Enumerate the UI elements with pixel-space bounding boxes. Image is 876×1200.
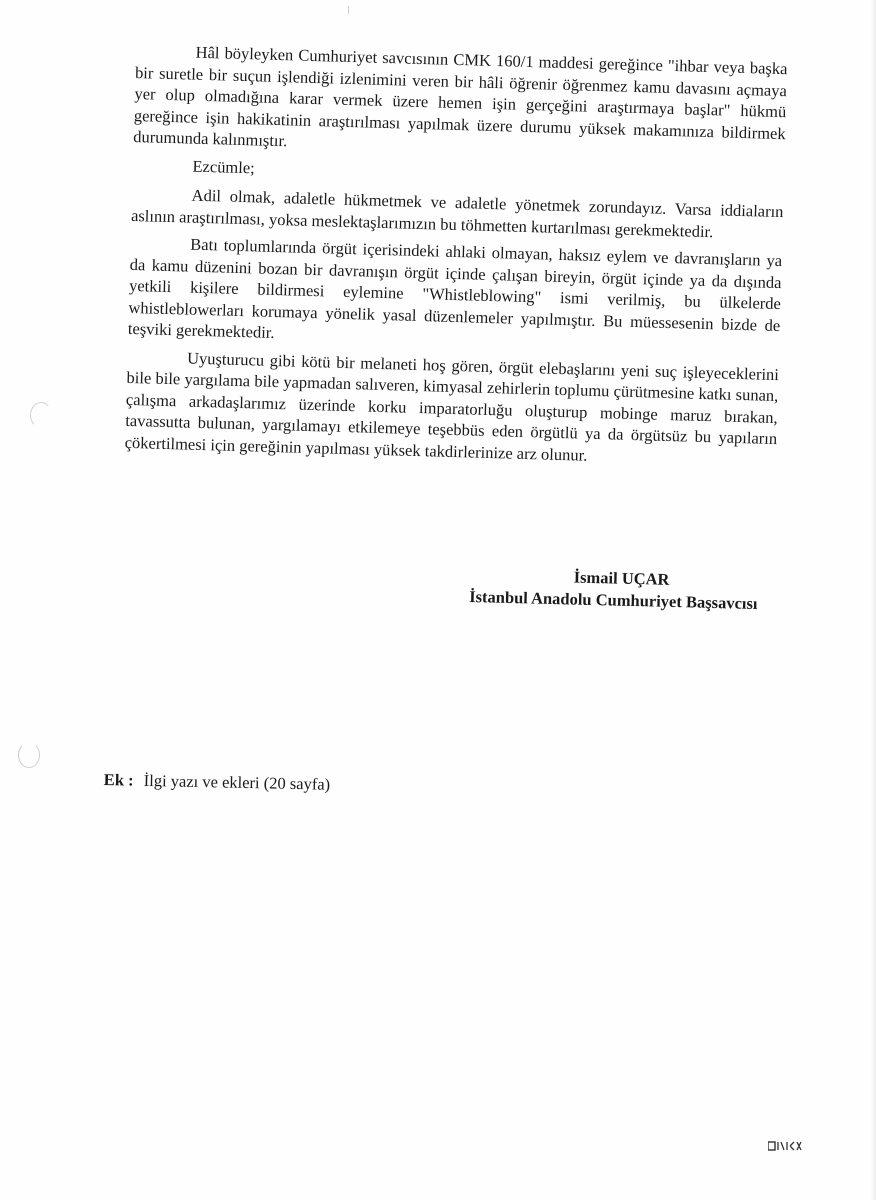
page-edge-shadow — [870, 0, 876, 1200]
punch-hole-top — [30, 402, 52, 428]
scan-mark — [348, 6, 349, 14]
signature-block — [469, 564, 758, 615]
attachment-text: İlgi yazı ve ekleri (20 sayfa) — [143, 770, 331, 794]
attachment-label: Ek : — [103, 770, 134, 790]
punch-hole-bottom — [18, 742, 40, 768]
signatory-title: İstanbul Anadolu Cumhuriyet Başsavcısı — [468, 586, 758, 614]
attachment-line — [104, 770, 331, 795]
page-stamp-mark — [768, 1140, 802, 1155]
signatory-name: İsmail UÇAR — [573, 567, 670, 589]
paragraph-legal-basis: Hâl böyleyken Cumhuriyet savcısının CMK 160/1 maddesi gereğince "ihbar veya başka bir suretle bir suçun işlendiği izlenimini veren bir hâli öğrenir öğrenmez kamu davasını açmaya yer olup olmadığına karar vermek üzere hemen işin gerçeğini araştırmaya başlar" hükmü gereğince işin hakikatinin araştırılması yapılmak üzere durumu yüksek makamınıza bildirmek durumunda kalınmıştır. — [133, 42, 788, 151]
stamp-glyph-icon — [768, 1140, 802, 1152]
paragraph-justice: Adil olmak, adaletle hükmetmek ve adaletle yönetmek zorundayız. Varsa iddiaların aslının araştırılması, yoksa meslektaşlarımızın bu töhmetten kurtarılması gerekmektedir. — [130, 185, 784, 241]
paragraph-whistleblowing: Batı toplumlarında örgüt içerisindeki ahlaki olmayan, haksız eylem ve davranışların ya da kamu düzenini bozan bir davranışın örgüt içinde çalışan bireyin, örgüt içinde ya da dışında yetkili kişilere bildirmesi eylemine "Whistleblowing" ismi verilmiş, bu ülkelerde whistleblowerları korumaya yönelik yasal düzenlemeler yapılmıştır. Bu müessesenin bizde de teşviki gerekmektedir. — [127, 234, 783, 342]
paragraph-request: Uyuşturucu gibi kötü bir melaneti hoş gören, örgüt elebaşlarını yeni suç işleyeceklerini bile bile yargılama bile yapmadan salıveren, kimyasal zehirlerin toplumu çürütmesine katkı sunan, çalışma arkadaşlarımız üzerinde korku imparatorluğu oluşturup mobinge maruz bırakan, tavassutta bulunan, yargılamayı etkilemeye teşebbüs eden örgütlü ya da örgütsüz bu yapıların çökertilmesi için gereğinin yapılması yüksek takdirlerinize arz olunur. — [124, 348, 780, 465]
letter-body — [124, 40, 787, 477]
paragraph-ezcumle: Ezcümle; — [192, 156, 256, 177]
